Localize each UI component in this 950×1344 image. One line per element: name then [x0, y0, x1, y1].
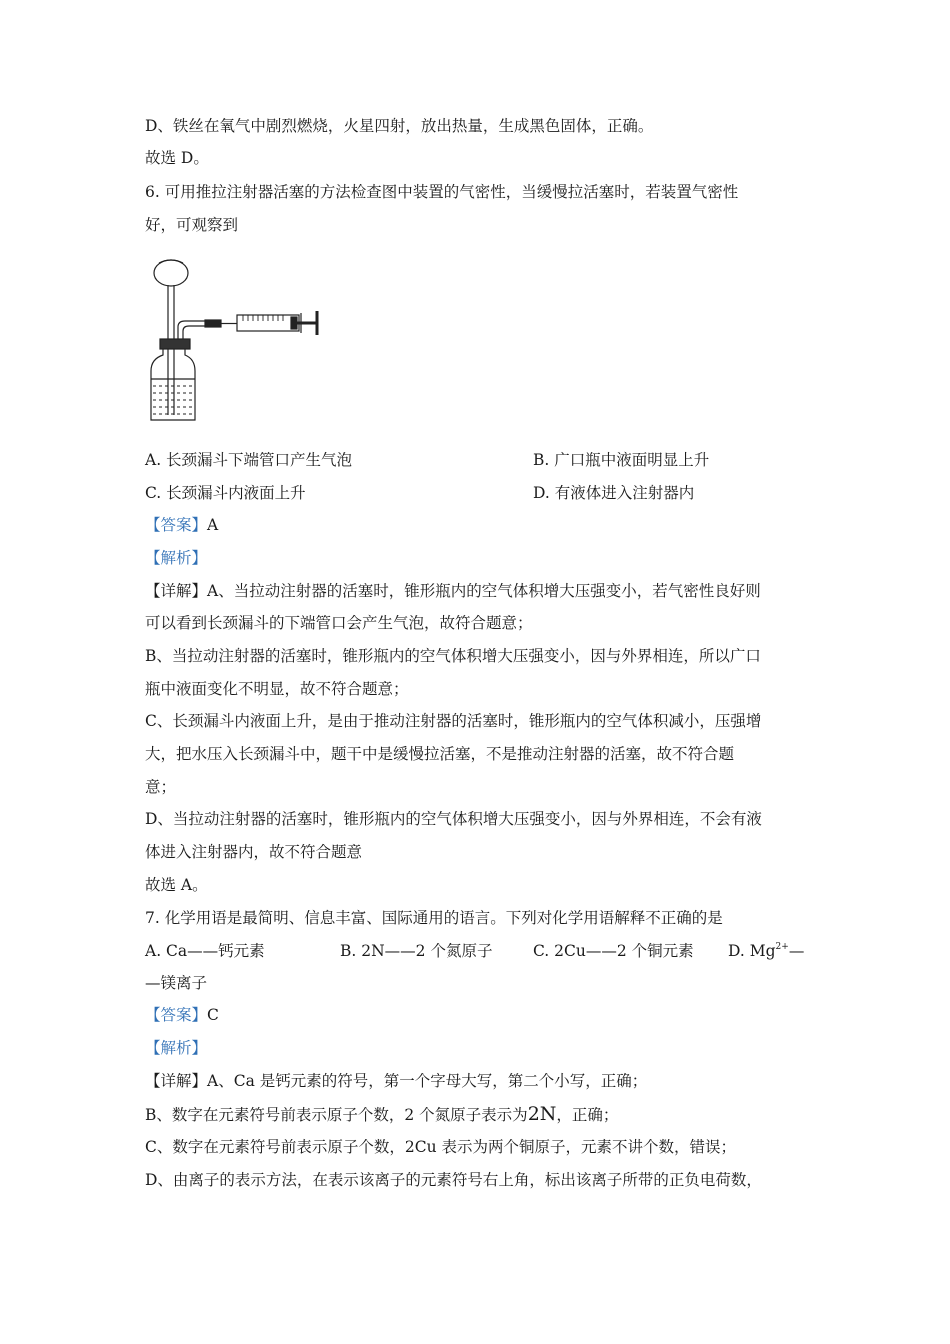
q6-option-a: A. 长颈漏斗下端管口产生气泡 [145, 451, 353, 469]
q7-option-a: A. Ca——钙元素 [145, 942, 265, 960]
q7-option-d-wrap: —镁离子 [145, 974, 208, 992]
detail-text: ，正确； [556, 1106, 619, 1124]
q6-stem-line-1: 6. 可用推拉注射器活塞的方法检查图中装置的气密性，当缓慢拉活塞时，若装置气密性 [145, 183, 739, 201]
q7-detail-c: C、数字在元素符号前表示原子个数，2Cu 表示为两个铜原子，元素不讲个数，错误； [145, 1138, 736, 1156]
q6-detail-d-line-1: D、当拉动注射器的活塞时，锥形瓶内的空气体积增大压强变小，因与外界相连，不会有液 [145, 810, 762, 828]
rubber-connector [205, 320, 221, 327]
apparatus-drawing [145, 255, 335, 425]
q6-option-c: C. 长颈漏斗内液面上升 [145, 484, 306, 502]
liquid-hatching [153, 386, 193, 414]
q7-stem: 7. 化学用语是最简明、信息丰富、国际通用的语言。下列对化学用语解释不正确的是 [145, 909, 723, 927]
detail-tag: 【详解】 [145, 582, 208, 600]
funnel-rim [159, 260, 183, 263]
answer-tag: 【答案】 [145, 516, 208, 534]
syringe-piston [291, 317, 297, 329]
option-d-symbol: D. Mg [728, 942, 776, 960]
q6-detail-b-line-1: B、当拉动注射器的活塞时，锥形瓶内的空气体积增大压强变小，因与外界相连，所以广口 [145, 647, 761, 665]
syringe-graduations [243, 315, 283, 321]
q6-detail-c-line-2: 大，把水压入长颈漏斗中，题干中是缓慢拉活塞，不是推动注射器的活塞，故不符合题 [145, 745, 735, 763]
funnel-bulb [154, 260, 188, 286]
detail-tag: 【详解】 [145, 1072, 208, 1090]
q6-answer [145, 515, 218, 535]
answer-tag: 【答案】 [145, 1006, 208, 1024]
answer-value: A [207, 516, 219, 534]
q5-option-d-explanation: D、铁丝在氧气中剧烈燃烧，火星四射，放出热量，生成黑色固体，正确。 [145, 117, 654, 135]
q6-detail-b-line-2: 瓶中液面变化不明显，故不符合题意； [145, 680, 409, 698]
q6-option-b: B. 广口瓶中液面明显上升 [533, 451, 710, 469]
option-d-dash: — [788, 942, 805, 960]
q7-option-d [728, 941, 804, 961]
detail-text: A、Ca 是钙元素的符号，第一个字母大写，第二个小写，正确； [207, 1072, 648, 1090]
q7-detail-a [145, 1071, 647, 1091]
q7-option-c: C. 2Cu——2 个铜元素 [533, 942, 694, 960]
q6-stem-line-2: 好，可观察到 [145, 216, 239, 234]
delivery-tube-inner [178, 321, 205, 339]
wide-mouth-bottle [151, 349, 195, 420]
q7-detail-b [145, 1104, 618, 1125]
q6-option-d: D. 有液体进入注射器内 [533, 484, 695, 502]
formula-2n: 2N [527, 1103, 557, 1125]
q6-detail-d-line-2: 体进入注射器内，故不符合题意 [145, 843, 363, 861]
airtightness-apparatus-figure [145, 255, 335, 425]
q6-detail-c-line-3: 意； [145, 778, 177, 796]
answer-value: C [207, 1006, 219, 1024]
q6-detail-a-line-2: 可以看到长颈漏斗的下端管口会产生气泡，故符合题意； [145, 614, 533, 632]
q7-option-b: B. 2N——2 个氮原子 [340, 942, 493, 960]
option-d-charge: 2+ [775, 942, 789, 952]
q6-detail-a-line-1 [145, 581, 761, 601]
q5-conclusion: 故选 D。 [145, 149, 209, 167]
q7-detail-d: D、由离子的表示方法，在表示该离子的元素符号右上角，标出该离子所带的正负电荷数， [145, 1171, 762, 1189]
q6-conclusion: 故选 A。 [145, 876, 208, 894]
detail-text: B、数字在元素符号前表示原子个数，2 个氮原子表示为 [145, 1106, 528, 1124]
delivery-tube-outer [183, 326, 205, 339]
q6-detail-c-line-1: C、长颈漏斗内液面上升，是由于推动注射器的活塞时，锥形瓶内的空气体积减小，压强增 [145, 712, 762, 730]
detail-text: A、当拉动注射器的活塞时，锥形瓶内的空气体积增大压强变小，若气密性良好则 [207, 582, 761, 600]
bottle-stopper [160, 339, 190, 349]
q6-analysis-tag: 【解析】 [145, 549, 208, 567]
q7-answer [145, 1005, 219, 1025]
q7-analysis-tag: 【解析】 [145, 1039, 208, 1057]
